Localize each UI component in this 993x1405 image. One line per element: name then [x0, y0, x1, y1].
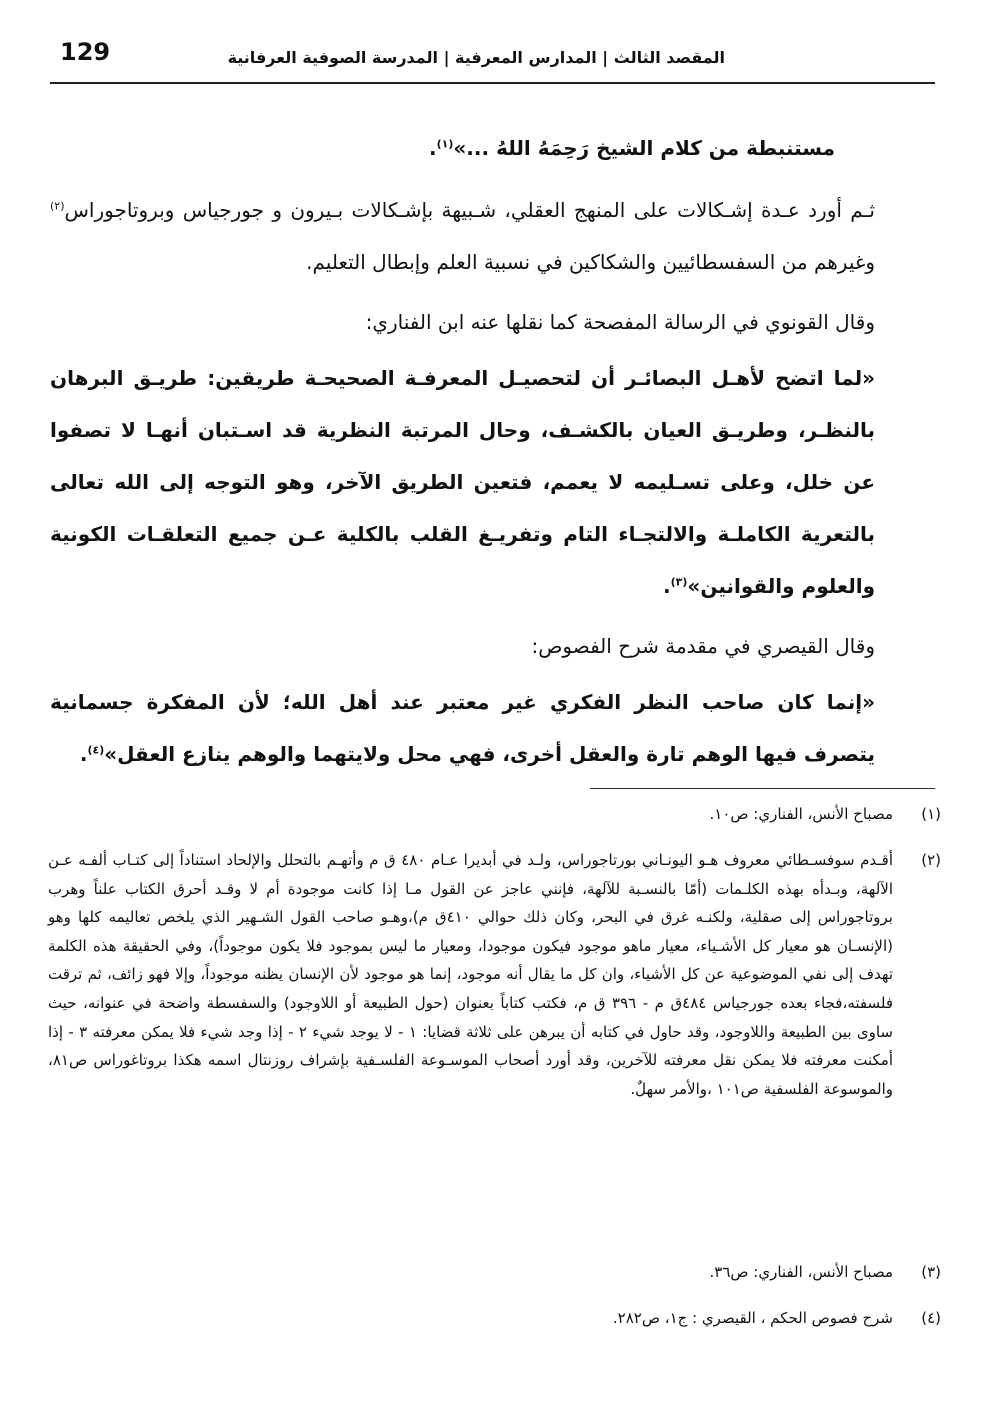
paragraph-3: [50, 296, 875, 348]
footnote-4: [48, 1304, 941, 1333]
footnote-ref-1: (١): [436, 137, 454, 151]
footnote-number: (٤): [921, 1309, 941, 1327]
footnote-text: مصباح الأنس، الفناري: ص٣٦.: [709, 1263, 893, 1281]
paragraph-5-text: وقال القيصري في مقدمة شرح الفصوص:: [531, 634, 875, 658]
paragraph-1: [50, 122, 875, 174]
footnote-text: مصباح الأنس، الفناري: ص١٠.: [709, 805, 893, 823]
quote-qunawi-end: .: [663, 574, 671, 598]
footnote-separator: [590, 788, 935, 789]
quote-qunawi-text: «لما اتضح لأهـل البصائـر أن لتحصيـل المعرفـة الصحيحـة طريقين: طريـق البرهان بالنظـر، وطريـق العيان بالكشـف، وحال المرتبة النظرية قد اسـتبان أنهـا لا تصفوا عن خلل، وعلى تسـليمه لا يعمم، فتعين الطريق الآخر، وهو التوجه إلى الله تعالى بالتعرية الكاملـة والالتجـاء التام وتفريـغ القلب بالكلية عـن جميع التعلقـات الكونية والعلوم والقوانين»: [50, 366, 875, 598]
quote-qaysari-end: .: [79, 742, 88, 766]
footnote-ref-4: (٤): [87, 743, 105, 757]
footnote-text: أقـدم سوفسـطائي معروف هـو اليونـاني بورتاجوراس، ولـد في أبديرا عـام ٤٨٠ ق م وأتهـم بالتحلل والإلحاد استناداً إلى كتـاب ألفـه عـن الآلهة، وبـدأه بهذه الكلـمات (أمّا بالنسـبة للآلهة، فإنني عاجز عن القول مـا إذا كانت موجودة أم لا وقـد أحرق الكتاب علناً وهرب بروتاجوراس إلى صقلية، ولكنـه غرق في البحر، وكان ذلك حوالي ٤١٠ق م)،وهـو صاحب القول الشـهير الذي يلخص تعاليمه كلها وهو (الإنسـان هو معيار كل الأشـياء، معيار ماهو موجود فيكون موجودا، ومعيار ما ليس بموجود فلا يكون موجوداً)، وفي الحقيقة هذه الكلمة تهدف إلى نفي الموضوعية عن كل الأشياء، وان كل ما يقال أنه موجود، إنما هو موجود لأن الإنسان يظنه موجوداً، وإلا فهو زائف، ثم ترقت فلسفته،فجاء بعده جورجياس ٤٨٤ق م - ٣٩٦ ق م، فكتب كتاباً بعنوان (حول الطبيعة أو اللاوجود) والسفسطة واضحة في عنوانه، حيث ساوى بين الطبيعة واللاوجود، وقد حاول في كتابه أن يبرهن على ثلاثة قضايا: ١ - لا يوجد شيء ٢ - إذا وجد شيء فلا يمكن معرفته ٣ - إذا أمكنت معرفته فلا يمكن نقل معرفته للآخرين، وقد أورد أصحاب الموسـوعة الفلسـفية بإشراف روزنتال اسمه هكذا بروتاغوراس ص٨١، والموسوعة الفلسفية ص١٠١ ،والأمر سهلٌ.: [48, 851, 894, 1098]
quote-qunawi: [50, 352, 875, 612]
footnote-number: (٢): [921, 851, 941, 869]
header-rule: [50, 82, 935, 84]
footnote-3: [48, 1258, 941, 1287]
footnote-2: [48, 846, 941, 1103]
quote-qaysari: [50, 676, 875, 780]
paragraph-1-end: .: [429, 136, 437, 160]
page-number: 129: [60, 38, 111, 66]
footnote-text: شرح فصوص الحكم ، القيصري : ج١، ص٢٨٢.: [612, 1309, 893, 1327]
paragraph-1-text: مستنبطة من كلام الشيخ رَحِمَهُ اللهُ ...»: [453, 136, 835, 160]
page-header: [50, 38, 935, 86]
footnote-ref-3: (٣): [670, 575, 688, 589]
paragraph-2-text: ثـم أورد عـدة إشـكالات على المنهج العقلي، شـبيهة بإشـكالات بـيرون و جورجياس وبروتاجوراس: [64, 198, 875, 222]
running-head: المقصد الثالث | المدارس المعرفية | المدرسة الصوفية العرفانية: [227, 48, 725, 67]
quote-qaysari-text: «إنما كان صاحب النظر الفكري غير معتبر عند أهل الله؛ لأن المفكرة جسمانية يتصرف فيها الوهم تارة والعقل أخرى، فهي محل ولايتهما والوهم ينازع العقل»: [50, 690, 875, 766]
paragraph-3-text: وقال القونوي في الرسالة المفصحة كما نقلها عنه ابن الفناري:: [365, 310, 875, 334]
footnote-1: [48, 800, 941, 829]
footnote-ref-2: (٢): [50, 199, 65, 213]
footnote-number: (٣): [921, 1263, 941, 1281]
paragraph-2: [50, 184, 875, 288]
paragraph-2-end: وغيرهم من السفسطائيين والشكاكين في نسبية العلم وإبطال التعليم.: [306, 250, 875, 274]
footnote-number: (١): [921, 805, 941, 823]
paragraph-5: [50, 620, 875, 672]
